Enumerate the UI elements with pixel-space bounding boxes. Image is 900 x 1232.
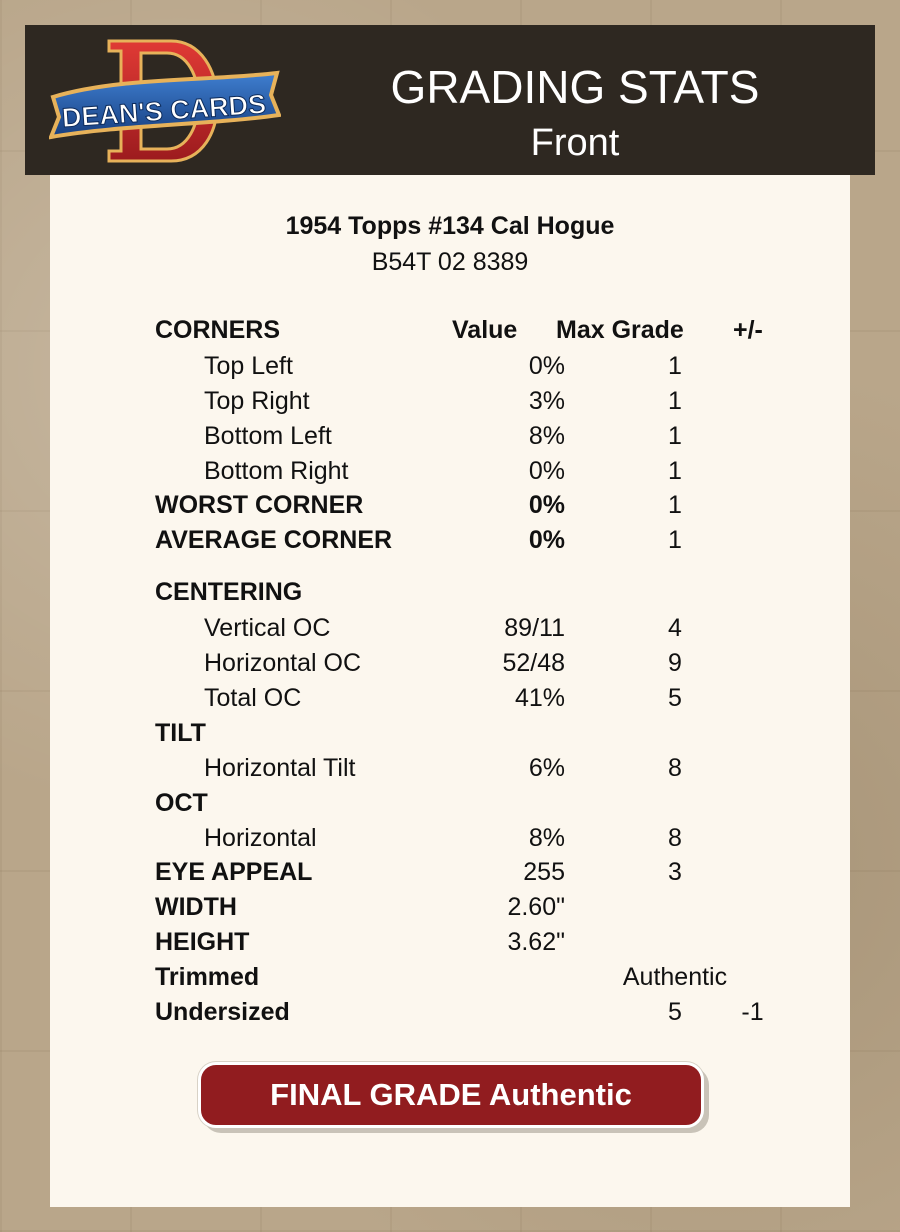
stat-max-grade: 1 xyxy=(668,526,682,554)
stat-row-width xyxy=(155,890,795,925)
centering-heading: CENTERING xyxy=(155,578,303,606)
stat-max-grade: 8 xyxy=(668,824,682,852)
stat-label: WORST CORNER xyxy=(155,491,364,519)
stat-value: 0% xyxy=(528,457,565,485)
stat-value: 3.62" xyxy=(507,928,565,956)
stat-row-bottom-right xyxy=(155,454,795,489)
final-grade-button[interactable]: FINAL GRADE Authentic xyxy=(198,1062,704,1128)
stat-value: 2.60" xyxy=(507,893,565,921)
stat-max-grade: 8 xyxy=(668,754,682,782)
tilt-header-row xyxy=(155,716,795,751)
stat-row-horizontal-tilt xyxy=(155,751,795,786)
stat-row-total-oc xyxy=(155,681,795,716)
stat-label: WIDTH xyxy=(155,893,237,921)
page-title: GRADING STATS xyxy=(390,61,760,113)
stat-label: Horizontal xyxy=(204,824,317,852)
stat-row-worst-corner xyxy=(155,488,795,523)
stat-row-top-right xyxy=(155,384,795,419)
stat-max-grade: Authentic xyxy=(622,963,728,991)
centering-header-row xyxy=(155,575,795,610)
stat-label: EYE APPEAL xyxy=(155,858,313,886)
stat-plus-minus: -1 xyxy=(741,998,764,1026)
stat-max-grade: 1 xyxy=(668,422,682,450)
oct-header-row xyxy=(155,786,795,821)
card-name: 1954 Topps #134 Cal Hogue xyxy=(285,212,615,240)
stat-row-horizontal-oc xyxy=(155,646,795,681)
stat-value: 255 xyxy=(523,858,565,886)
stat-max-grade: 3 xyxy=(668,858,682,886)
stat-label: HEIGHT xyxy=(155,928,250,956)
stat-row-top-left xyxy=(155,349,795,384)
stat-label: Top Left xyxy=(204,352,293,380)
stat-label: Vertical OC xyxy=(204,614,331,642)
stat-label: Undersized xyxy=(155,998,290,1026)
stat-label: Bottom Right xyxy=(204,457,349,485)
deans-cards-logo xyxy=(49,39,281,163)
stat-value: 8% xyxy=(528,422,565,450)
stat-label: Horizontal OC xyxy=(204,649,361,677)
stat-max-grade: 1 xyxy=(668,457,682,485)
value-column-header: Value xyxy=(452,316,518,344)
stat-row-trimmed xyxy=(155,960,795,995)
stat-label: Bottom Left xyxy=(204,422,332,450)
stat-value: 8% xyxy=(528,824,565,852)
stat-value: 0% xyxy=(528,352,565,380)
stat-row-eye-appeal xyxy=(155,855,795,890)
stat-max-grade: 9 xyxy=(668,649,682,677)
stat-value: 52/48 xyxy=(502,649,565,677)
stat-row-bottom-left xyxy=(155,419,795,454)
grading-panel xyxy=(50,175,850,1207)
page-subtitle: Front xyxy=(530,122,620,164)
plus-minus-column-header: +/- xyxy=(733,316,763,344)
header-bar xyxy=(25,25,875,175)
stat-max-grade: 5 xyxy=(668,998,682,1026)
stat-row-average-corner xyxy=(155,523,795,558)
stat-row-vertical-oc xyxy=(155,611,795,646)
stat-value: 0% xyxy=(528,526,565,554)
stat-value: 41% xyxy=(514,684,565,712)
stat-max-grade: 1 xyxy=(668,352,682,380)
tilt-heading: TILT xyxy=(155,719,206,747)
logo-text: DEAN'S CARDS xyxy=(60,88,268,134)
corners-header-row xyxy=(155,313,795,348)
stat-value: 0% xyxy=(528,491,565,519)
stat-max-grade: 5 xyxy=(668,684,682,712)
stat-row-oct-horizontal xyxy=(155,821,795,856)
corners-heading: CORNERS xyxy=(155,316,281,344)
oct-heading: OCT xyxy=(155,789,208,817)
stat-value: 89/11 xyxy=(504,614,565,642)
stat-value: 6% xyxy=(528,754,565,782)
stat-label: Total OC xyxy=(204,684,302,712)
stat-max-grade: 1 xyxy=(668,491,682,519)
stat-label: Top Right xyxy=(204,387,310,415)
stat-max-grade: 4 xyxy=(668,614,682,642)
max-grade-column-header: Max Grade xyxy=(556,316,684,344)
stat-label: Horizontal Tilt xyxy=(204,754,356,782)
stat-max-grade: 1 xyxy=(668,387,682,415)
stat-label: AVERAGE CORNER xyxy=(155,526,393,554)
stat-value: 3% xyxy=(528,387,565,415)
stat-row-height xyxy=(155,925,795,960)
stat-label: Trimmed xyxy=(155,963,260,991)
stat-row-undersized xyxy=(155,995,795,1030)
cert-number: B54T 02 8389 xyxy=(371,248,529,276)
